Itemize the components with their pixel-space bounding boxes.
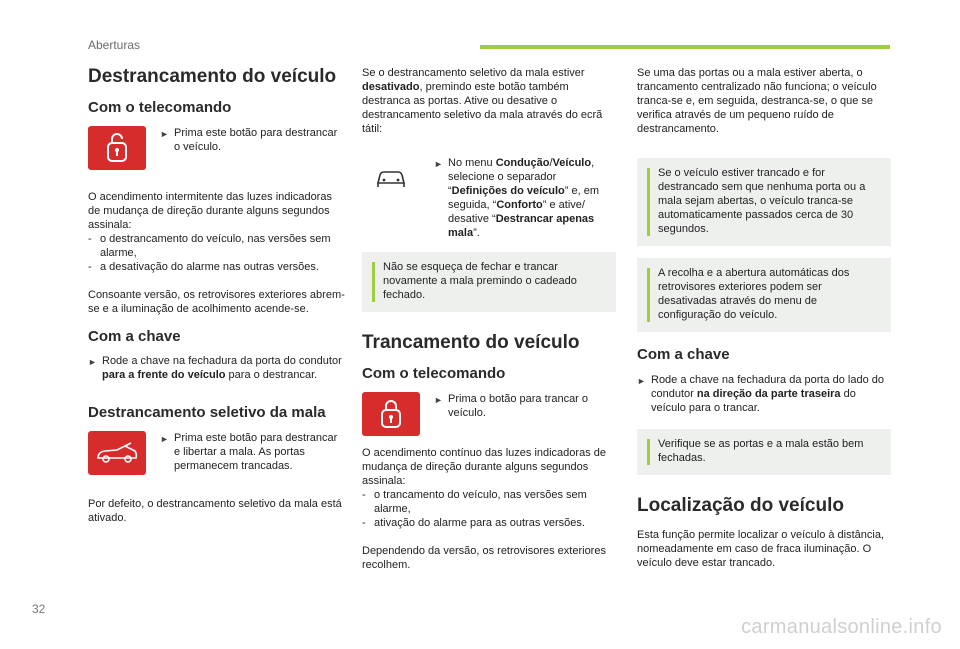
heading-telecomando-lock: Com o telecomando [362,364,506,382]
lock-step-text: Prima o botão para trancar o veículo. [448,392,589,419]
info-note: Se o veículo estiver trancado e for destrancado sem que nenhuma porta ou a mala sejam abertas, o veículo tranca-se automaticamente passados cerca de 30 segundos. [637,158,891,246]
info-note: Verifique se as portas e a mala estão bem fechadas. [637,429,891,475]
mirrors-para: Consoante versão, os retrovisores exteriores abrem-se e a iluminação de acolhimento acende-se. [88,288,345,315]
arrow-icon: ► [160,128,169,139]
column-3 [637,66,891,570]
title-destrancamento: Destrancamento do veículo [88,66,337,87]
locate-para: Esta função permite localizar o veículo à distância, nomeadamente em caso de fraca iluminação. O veículo deve estar trancado. [637,528,885,569]
unlock-step [88,126,346,170]
menu-step-text: No menu Condução/Veículo, selecione o separador “Definições do veículo” e, em seguida, “Conforto” e ative/ desative “Destrancar apenas mala”. [448,157,599,239]
selective-intro: Se o destrancamento seletivo da mala estiver desativado, premindo este botão também destranca as portas. Ative ou desative o destrancamento seletivo da mala através do ecrã tátil: [362,67,603,135]
car-trunk-icon [88,431,146,475]
lock-step [362,392,616,436]
column-2 [362,66,616,572]
title-localizacao: Localização do veículo [637,494,844,516]
list-item: - o destrancamento do veículo, nas versões sem alarme, [88,232,331,259]
section-label: Aberturas [88,38,141,52]
menu-step [362,156,616,240]
arrow-icon: ► [434,159,443,169]
arrow-icon: ► [160,434,169,445]
lock-padlock-icon [362,392,420,436]
header-rule [480,45,890,49]
arrow-icon: ► [88,357,97,368]
list-item: - a desativação do alarme nas outras versões. [88,260,319,273]
info-icon [372,262,375,302]
unlock-para: O acendimento intermitente das luzes indicadoras de mudança de direção durante alguns segundos assinala: [88,190,332,231]
arrow-icon: ► [434,394,443,405]
key-lock-step: ► Rode a chave na fechadura da porta do lado do condutor na direção da parte traseira do veículo para o trancar. [637,373,885,414]
info-icon [647,268,650,322]
heading-chave: Com a chave [88,327,181,345]
info-icon [647,168,650,236]
column-1 [88,66,346,525]
trunk-step [88,431,346,475]
key-step: ► Rode a chave na fechadura da porta do condutor para a frente do veículo para o destrancar. [88,355,342,382]
watermark: carmanualsonline.info [741,616,942,638]
heading-telecomando: Com o telecomando [88,98,232,116]
heading-chave-lock: Com a chave [637,346,730,363]
unlock-padlock-icon [88,126,146,170]
car-settings-icon [362,156,420,200]
title-trancamento: Trancamento do veículo [362,332,580,353]
list-item: - o trancamento do veículo, nas versões sem alarme, [362,488,587,515]
fold-mirrors-para: Dependendo da versão, os retrovisores exteriores recolhem. [362,544,606,571]
info-note: Não se esqueça de fechar e trancar novamente a mala premindo o cadeado fechado. [362,252,616,312]
heading-seletivo: Destrancamento seletivo da mala [88,404,326,422]
info-note: A recolha e a abertura automáticas dos retrovisores exteriores podem ser desativadas através do menu de configuração do veículo. [637,258,891,332]
unlock-list [88,232,346,274]
lock-list [362,488,616,530]
lock-para: O acendimento contínuo das luzes indicadoras de mudança de direção durante alguns segundos assinala: [362,446,606,487]
unlock-step-text: Prima este botão para destrancar o veículo. [174,126,338,153]
trunk-default-para: Por defeito, o destrancamento seletivo da mala está ativado. [88,498,342,525]
arrow-icon: ► [637,375,646,386]
trunk-step-text: Prima este botão para destrancar e libertar a mala. As portas permanecem trancadas. [174,432,338,473]
info-icon [647,439,650,465]
page-number: 32 [32,602,46,616]
doors-open-para: Se uma das portas ou a mala estiver aberta, o trancamento centralizado não funciona; o veículo tranca-se e, em seguida, destranca-se, o que se verifica através de um pequeno ruído de destrancamento. [637,67,877,135]
list-item: - ativação do alarme para as outras versões. [362,516,585,529]
